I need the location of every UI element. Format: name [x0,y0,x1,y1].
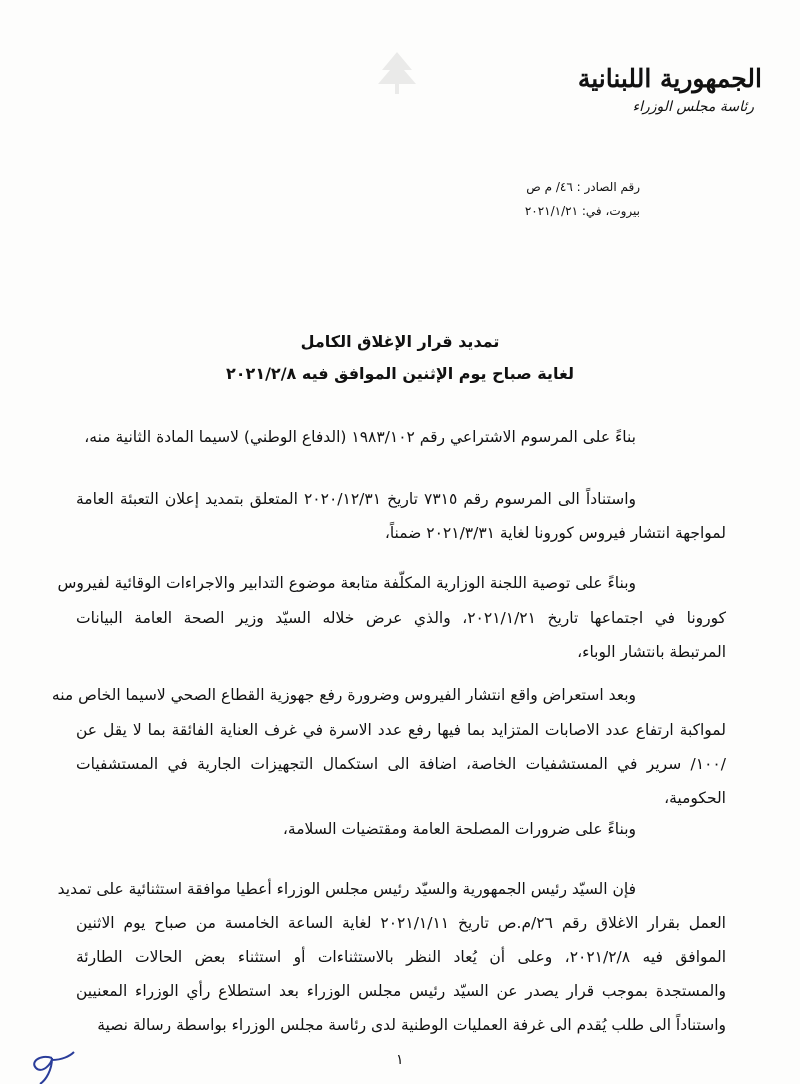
paragraph-2-line: لمواجهة انتشار فيروس كورونا لغاية ٢٠٢١/٣/٣١ ضمناً، [384,524,726,542]
signature-initial [22,1050,92,1084]
paragraph-1-line: بناءً على المرسوم الاشتراعي رقم ١٩٨٣/١٠٢ (الدفاع الوطني) لاسيما المادة الثانية منه، [84,428,636,446]
title-line-2: لغاية صباح يوم الإثنين الموافق فيه ٢٠٢١/٢/٨ [226,364,574,383]
paragraph-3-line: المرتبطة بانتشار الوباء، [577,643,726,661]
reference-number: رقم الصادر : ٤٦/ م ص [526,180,640,194]
cedar-crest-icon [372,48,422,98]
page-number: ١ [396,1052,404,1068]
title-line-1: تمديد قرار الإغلاق الكامل [300,332,500,351]
paragraph-3-line: كورونا في اجتماعها تاريخ ٢٠٢١/١/٢١، والذي عرض خلاله السيّد وزير الصحة العامة البيانات [76,609,726,627]
letterhead-presidency: رئاسة مجلس الوزراء [632,99,754,115]
paragraph-4-line: /١٠٠/ سرير في المستشفيات الخاصة، اضافة الى استكمال التجهيزات الجارية في المستشفيات [76,755,726,773]
paragraph-6-line: واستناداً الى طلب يُقدم الى غرفة العمليات الوطنية لدى رئاسة مجلس الوزراء بواسطة رسالة نصية [97,1016,726,1034]
place-date: بيروت، في: ٢٠٢١/١/٢١ [524,204,640,218]
paragraph-6-line: العمل بقرار الاغلاق رقم ٢٦/م.ص تاريخ ٢٠٢١/١/١١ لغاية الساعة الخامسة من صباح يوم الاثنين [76,914,726,932]
paragraph-5-line: وبناءً على ضرورات المصلحة العامة ومقتضيات السلامة، [282,820,636,838]
paragraph-4-line: الحكومية، [664,789,726,807]
paragraph-6-line: الموافق فيه ٢٠٢١/٢/٨، وعلى أن يُعاد النظر بالاستثناءات أو استثناء بعض الحالات الطارئة [76,948,726,966]
paragraph-4-line: لمواكبة ارتفاع عدد الاصابات المتزايد بما فيها رفع عدد الاسرة في غرف العناية الفائقة بما لا يقل عن [76,721,726,739]
paragraph-4-line: وبعد استعراض واقع انتشار الفيروس وضرورة رفع جهوزية القطاع الصحي لاسيما الخاص منه [51,686,636,704]
letterhead-republic: الجمهورية اللبنانية [577,64,762,93]
paragraph-3-line: وبناءً على توصية اللجنة الوزارية المكلّفة متابعة موضوع التدابير والاجراءات الوقائية لفيروس [57,574,636,592]
paragraph-2-line: واستناداً الى المرسوم رقم ٧٣١٥ تاريخ ٢٠٢٠/١٢/٣١ المتعلق بتمديد إعلان التعبئة العامة [76,490,636,508]
paragraph-6-line: فإن السيّد رئيس الجمهورية والسيّد رئيس مجلس الوزراء أعطيا موافقة استثنائية على تمديد [57,880,636,898]
letterhead [578,62,762,118]
paragraph-6-line: والمستجدة بموجب قرار يصدر عن السيّد رئيس مجلس الوزراء بعد استطلاع رأي الوزراء المعنيين [76,982,726,1000]
